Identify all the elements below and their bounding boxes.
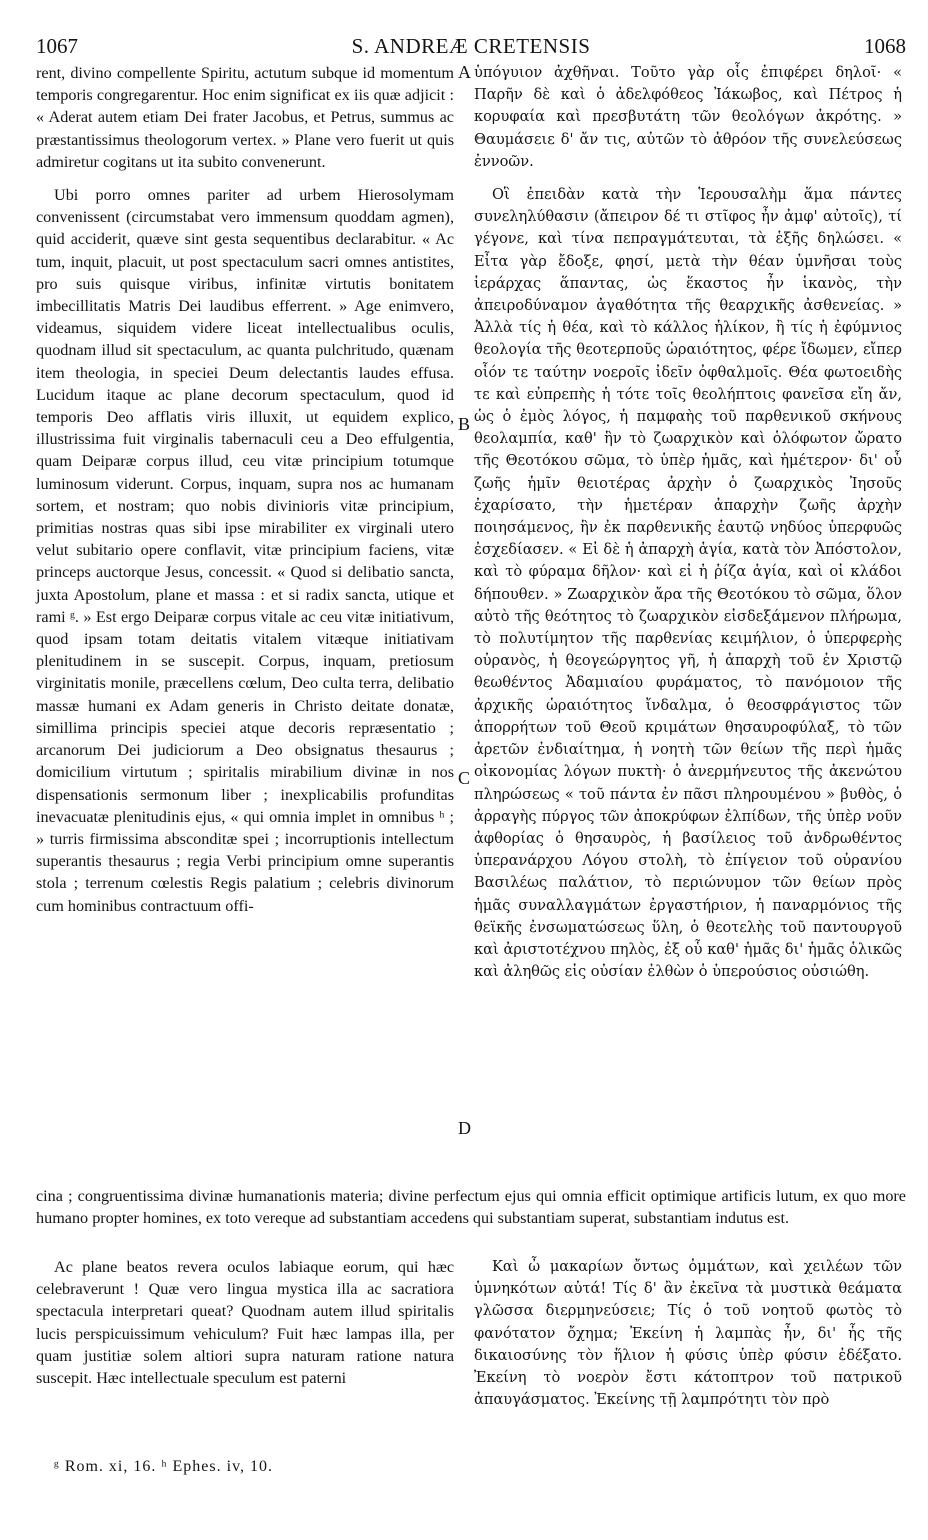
greek-column bbox=[474, 62, 902, 983]
latin-paragraph-3: Ac plane beatos revera oculos labiaque eorum, qui hæc celebraverunt ! Quæ vero lingua mystica illa ac sacratiora spectacula interpretari queat? Quodnam autem illud spiritalis lucis perspicuissimum vehiculum? Fuit hæc lampas illa, per quam justitiæ solem altiori supra naturam ratione natura suscepit. Hæc intellectuale speculum est paterni bbox=[36, 1258, 454, 1388]
greek-paragraph-2: Οἳ ἐπειδὰν κατὰ τὴν Ἱερουσαλὴμ ἅμα πάντες συνεληλύθασιν (ἄπειρον δέ τι στῖφος ἦν ἀμφ' αὐτοῖς), τί γέγονε, καὶ τίνα πεπραγμάτευται, τὰ ἑξῆς δηλώσει. « Εἶτα γὰρ ἔδοξε, φησί, μετὰ τὴν θέαν ὑμνῆσαι τοὺς ἱεράρχας ἅπαντας, ὡς ἕκαστος ἦν ἱκανὸς, τὴν ἀπειροδύναμον ἀγαθότητα τῆς θεαρχικῆς ἀσθενείας. » Ἀλλὰ τίς ἡ θέα, καὶ τὸ κάλλος ἡλίκον, ἢ τίς ἡ ἐφύμνιος θεολογία τῆς θεοτερποῦς ὡραιότητος, φέρε ἴδωμεν, εἴπερ οἷόν τε ταύτην νοεροῖς ἰδεῖν ὀφθαλμοῖς. Θέα φωτοειδὴς τε καὶ εὐπρεπὴς ἡ τότε τοῖς θεολήπτοις φανεῖσα εἴη ἄν, ὡς ὁ ἐμὸς λόγος, ἡ παμφαὴς τοῦ παρθενικοῦ σκήνους θεολαμπία, καθ' ἣν τὸ ζωαρχικὸν καὶ ὁλόφωτον ὤρατο τῆς Θεοτόκου σῶμα, τὸ ὑπὲρ ἡμᾶς, καὶ ἡμέτερον· δι' οὗ ζωῆς ἡμῖν θειοτέρας ἀρχὴν ὁ ζωαρχικὸς Ἰησοῦς ἐχαρίσατο, τὴν ἡμετέραν ἀπαρχὴν ζωῆς ἀρχὴν ποιησάμενος, ἣν ἐκ παρθενικῆς ἑαυτῷ νηδύος ὑπερφυῶς ἐσχεδίασεν. « Εἰ δὲ ἡ ἀπαρχὴ ἁγία, κατὰ τὸν Ἀπόστολον, καὶ τὸ φύραμα δῆλον· καὶ εἰ ἡ ῥίζα ἁγία, καὶ οἱ κλάδοι δήπουθεν. » Ζωαρχικὸν ἄρα τῆς Θεοτόκου τὸ σῶμα, ὅλον αὐτὸ τῆς θεότητος τὸ ζωαρχικὸν εἰσδεξάμενον πλήρωμα, τὸ πολυτίμητον τῆς παρθενίας κειμήλιον, ὁ ὑπερφερὴς οὐρανὸς, ἡ θεογεώργητος γῆ, ἡ ἀπαρχὴ τοῦ ἐν Χριστῷ θεωθέντος Ἀδαμιαίου φυράματος, τὸ πανόμοιον τῆς ἀρχικῆς ὡραιότητος ἴνδαλμα, ὁ θεοσφράγιστος τῶν ἀπορρήτων τοῦ Θεοῦ κριμάτων θησαυροφύλαξ, τὸ τῶν ἀρετῶν ἐνδιαίτημα, ἡ νοητὴ τῶν θείων τῆς περὶ ἡμᾶς οἰκονομίας λόγων πυκτὴ· ὁ ἀνερμήνευτος τῆς ἀκενώτου πληρώσεως « τοῦ πάντα ἐν πᾶσι πληρουμένου » βυθὸς, ὁ ἀρραγὴς πύργος τῶν ἀποκρύφων ἐλπίδων, τῆς ὑπὲρ νοῦν ἀφθορίας ὁ θησαυρὸς, ἡ βασίλειος τοῦ ἀνδρωθέντος ὑπερανάρχου Λόγου στολὴ, τὸ ἐπίγειον τοῦ οὐρανίου Βασιλέως παλάτιον, τὸ περιώνυμον τῶν θείων πρὸς ἡμᾶς συναλλαγμάτων ἐργαστήριον, ἡ παναρμόνιος τῆς θεϊκῆς ἐνσωματώσεως ὕλη, ὁ θεοτελὴς τοῦ παντουργοῦ καὶ ἀριστοτέχνου πηλὸς, ἐξ οὗ καθ' ἡμᾶς δι' ἡμᾶς ὁλικῶς καὶ ἀληθῶς εἰς οὐσίαν ἐλθὼν ὁ ὑπερούσιος οὐσιώθη. bbox=[474, 186, 902, 981]
latin-paragraph-2: Ubi porro omnes pariter ad urbem Hierosolymam convenissent (circumstabat vero immensum quoddam agmen), quid acciderit, quæve sint gesta sequentibus declarabitur. « Ac tum, inquit, placuit, ut post spectaculum sacri omnes antistites, pro suis quisque viribus, infinitæ virtutis bonitatem imbecillitatis Matris Dei laudibus efferrent. » Age enimvero, videamus, siquidem videre liceat intellectualibus oculis, quodnam illud sit spectaculum, ac quanta pulchritudo, quænam item theologia, in speciei Deum delectantis laudes effusa. Lucidum itaque ac plane decorum spectaculum, quod id temporis Deo afflatis viris illuxit, ut equidem explico, illustrissima fuit virginalis tabernaculi ceu a Deo effulgentia, quam Deiparæ corpus illud, ceu vitæ principium totumque luminosum viderunt. Corpus, inquam, supra nos ac humanam sortem, et nostram; quo nobis divinioris vitæ principium, primitias nostras quas sibi ipse mirabiliter ex virginali utero velut subitario opere conflavit, vitæ principium faciens, vitæ princeps auctorque Jesus, concessit. « Quod si delibatio sancta, juxta Apostolum, plane et massa : et si radix sancta, utique et rami ᵍ. » Est ergo Deiparæ corpus vitale ac ceu vitæ initiativum, quod ipsam totam deitatis vitalem vitæque initiativam plenitudinem in se suscepit. Corpus, inquam, pretiosum virginitatis monile, præcellens cœlum, Deo culta terra, delibatio massæ humani ex Adam generis in Christo deitate donatæ, simillima principis speciei atque decoris repræsentatio ; arcanorum Dei judiciorum a Deo obsignatus thesaurus ; domicilium virtutum ; spiritalis mirabilium divinæ in nos dispensationis sermonum liber ; inexplicabilis profunditas inevacuatæ plenitudinis ejus, « qui omnia implet in omnibus ʰ ; » turris firmissima absconditæ spei ; incorruptionis intellectum superantis thesaurus ; regia Verbi principium omne superantis stola ; terrenum cœlestis Regis palatium ; celebris divinorum cum hominibus contractuum offi- bbox=[36, 186, 454, 915]
greek-paragraph-3: Καὶ ὦ μακαρίων ὄντως ὀμμάτων, καὶ χειλέων τῶν ὑμνηκότων αὐτά! Τίς δ' ἂν ἐκεῖνα τὰ μυστικὰ θεάματα γλῶσσα διερμηνεύσειε; Τίς ὁ τοῦ νοητοῦ φωτὸς τὸ φανότατον ὄχημα; Ἐκείνη ἡ λαμπὰς ἦν, δι' ἧς τῆς δικαιοσύνης τὸν ἥλιον ἡ φύσις ὑπὲρ φύσιν ἐδέξατο. Ἐκείνη τὸ νοερὸν ἔστι κάτοπτρον τοῦ πατρικοῦ ἀπαυγάσματος. Ἐκείνης τῇ λαμπρότητι τὸν πρὸ bbox=[474, 1258, 902, 1409]
latin-paragraph-1: rent, divino compellente Spiritu, actutum subque id momentum temporis congregarentur. Hoc enim significat ex iis quæ adjicit : « Aderat autem etiam Dei frater Jacobus, et Petrus, summus ac præstantissimus theologorum vertex. » Plane vero fuerit ut quis admiretur cogitans ut ita subito convenerunt. bbox=[36, 64, 454, 171]
section-marker-a: A bbox=[458, 62, 471, 82]
latin-column bbox=[36, 62, 454, 917]
page-number-left: 1067 bbox=[36, 34, 78, 58]
section-marker-c: C bbox=[458, 768, 471, 788]
section-marker-d: D bbox=[458, 1118, 471, 1138]
greek-paragraph-1: ὑπόγυιον ἀχθῆναι. Τοῦτο γὰρ οἷς ἐπιφέρει δηλοῖ· « Παρῆν δὲ καὶ ὁ ἀδελφόθεος Ἰάκωβος, καὶ Πέτρος ἡ κορυφαία καὶ πρεσβυτάτη τῶν θεολόγων ἀκρότης. » Θαυμάσειε δ' ἄν τις, αὐτῶν τὸ ἀθρόον τῆς συνελεύσεως ἐννοῶν. bbox=[474, 64, 902, 170]
page-header bbox=[36, 34, 906, 62]
running-title: S. ANDREÆ CRETENSIS bbox=[351, 34, 591, 58]
full-width-continuation: cina ; congruentissima divinæ humanationis materia; divine perfectum ejus qui omnia efficit optimique artificis lutum, ex quo more humano propter homines, ex toto vereque ad substantiam accedens qui substantiam superat, substantiam indutus est. bbox=[36, 1187, 906, 1228]
section-marker-b: B bbox=[458, 414, 471, 434]
page-number-right: 1068 bbox=[864, 34, 906, 58]
footnotes: ᵍ Rom. xi, 16. ʰ Ephes. iv, 10. bbox=[54, 1458, 274, 1475]
